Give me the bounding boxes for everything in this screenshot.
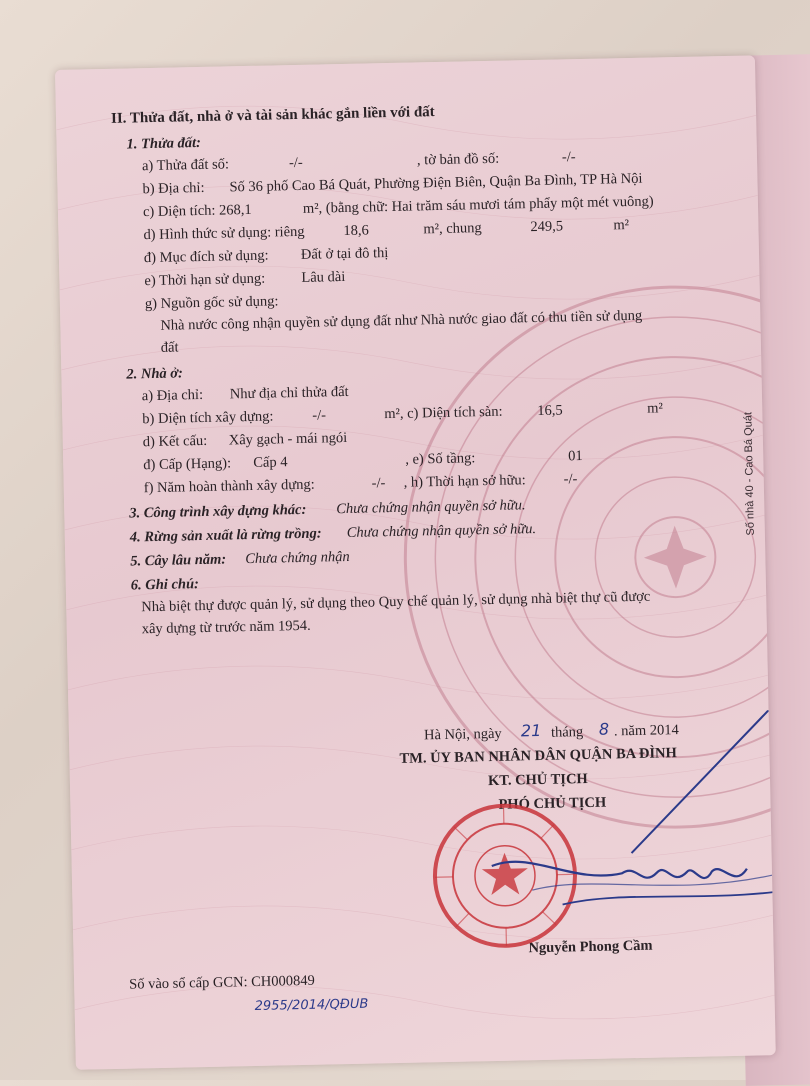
house-built-area-value: -/- — [312, 407, 326, 424]
registry-handwritten: 2955/2014/QĐUB — [255, 998, 369, 1015]
land-map-sheet-value: -/- — [562, 149, 576, 166]
sign-year: . năm 2014 — [614, 722, 679, 740]
land-origin-value-line1: Nhà nước công nhận quyền sử dụng đất như Nhà nước giao đất có thu tiền sử dụng — [160, 308, 642, 335]
house-heading: 2. Nhà ở: — [126, 365, 183, 383]
house-structure-label: d) Kết cấu: — [143, 433, 208, 451]
house-floor-area-unit: m² — [647, 400, 663, 417]
land-usage-form-label: d) Hình thức sử dụng: riêng — [143, 224, 304, 244]
land-address-value: Số 36 phố Cao Bá Quát, Phường Điện Biên, Quận Ba Đình, TP Hà Nội — [229, 171, 642, 196]
other-works-label: 3. Công trình xây dựng khác: — [129, 502, 306, 522]
sign-role-2: PHÓ CHỦ TỊCH — [498, 795, 606, 814]
land-purpose-label: đ) Mục đích sử dụng: — [144, 248, 269, 267]
house-floor-area-label: m², c) Diện tích sàn: — [384, 404, 503, 423]
house-floors-value: 01 — [568, 448, 583, 465]
land-common-unit: m² — [613, 217, 629, 234]
land-origin-value-line2: đất — [161, 339, 179, 356]
land-common-area: 249,5 — [530, 218, 563, 235]
notes-value-line2: xây dựng từ trước năm 1954. — [142, 618, 311, 638]
land-map-sheet-label: , tờ bản đồ số: — [417, 151, 500, 169]
house-built-area-label: b) Diện tích xây dựng: — [142, 409, 273, 428]
house-ownership-term-label: , h) Thời hạn sở hữu: — [404, 472, 526, 491]
sign-role-1: KT. CHỦ TỊCH — [488, 771, 588, 790]
notes-label: 6. Ghi chú: — [131, 576, 199, 594]
other-works-value: Chưa chứng nhận quyền sở hữu. — [336, 497, 526, 518]
land-term-value: Lâu dài — [301, 269, 345, 287]
house-address-value: Như địa chỉ thửa đất — [230, 384, 349, 403]
sign-date-prefix: Hà Nội, ngày — [424, 726, 502, 744]
house-structure-value: Xây gạch - mái ngói — [229, 430, 348, 449]
land-area-label: c) Diện tích: 268,1 — [143, 202, 252, 221]
land-area-words: m², (bằng chữ: Hai trăm sáu mươi tám phẩy một mét vuông) — [303, 193, 654, 217]
section-title: II. Thửa đất, nhà ở và tài sản khác gắn liền với đất — [111, 104, 435, 128]
house-grade-label: đ) Cấp (Hạng): — [143, 455, 231, 474]
signature — [469, 709, 776, 946]
land-plot-number-label: a) Thửa đất số: — [142, 156, 229, 174]
house-grade-value: Cấp 4 — [253, 454, 288, 471]
forest-label: 4. Rừng sản xuất là rừng trồng: — [130, 526, 322, 547]
land-term-label: e) Thời hạn sử dụng: — [144, 271, 265, 290]
land-purpose-value: Đất ở tại đô thị — [301, 245, 389, 263]
house-floors-label: , e) Số tầng: — [405, 450, 475, 468]
sign-month-label: tháng — [551, 724, 584, 741]
sign-day: 21 — [521, 722, 542, 741]
registry-number: Số vào sổ cấp GCN: CH000849 — [129, 973, 315, 994]
sign-authority: TM. ỦY BAN NHÂN DÂN QUẬN BA ĐÌNH — [399, 745, 677, 767]
land-heading: 1. Thửa đất: — [126, 135, 201, 153]
perennial-trees-value: Chưa chứng nhận — [245, 549, 350, 568]
land-address-label: b) Địa chỉ: — [142, 180, 204, 198]
signer-name: Nguyễn Phong Cầm — [528, 938, 652, 957]
house-ownership-term-value: -/- — [564, 471, 578, 488]
land-private-area: 18,6 — [343, 222, 369, 239]
side-handwritten-note: Số nhà 40 - Cao Bá Quát — [742, 412, 757, 536]
land-plot-number-value: -/- — [289, 155, 303, 172]
house-completion-value: -/- — [372, 475, 386, 492]
house-floor-area-value: 16,5 — [537, 402, 563, 419]
land-origin-label: g) Nguồn gốc sử dụng: — [145, 293, 279, 312]
house-completion-label: f) Năm hoàn thành xây dựng: — [144, 477, 315, 497]
land-private-unit: m², chung — [423, 220, 482, 238]
notes-value-line1: Nhà biệt thự được quản lý, sử dụng theo Quy chế quản lý, sử dụng nhà biệt thự cũ được — [141, 589, 650, 616]
certificate-page — [55, 55, 776, 1069]
sign-month: 8 — [599, 721, 610, 740]
perennial-trees-label: 5. Cây lâu năm: — [130, 552, 226, 571]
forest-value: Chưa chứng nhận quyền sở hữu. — [347, 521, 537, 542]
house-address-label: a) Địa chỉ: — [142, 387, 204, 405]
